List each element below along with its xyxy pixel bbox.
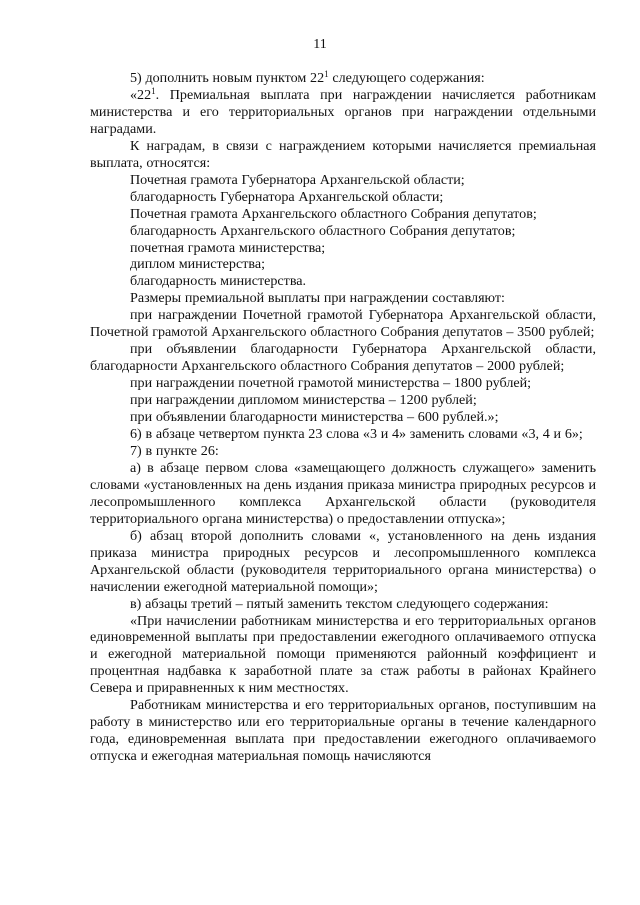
paragraph: «При начислении работникам министерства и его территориальных органов единовременной выплаты при предоставлении ежегодного оплачиваемого отпуска и ежегодной материальной помощи применяются районный коэффициент и процентная надбавка к заработной плате за стаж работы в районах Крайнего Севера и приравненных к ним местностях.: [90, 612, 596, 697]
subparagraph-v: в) абзацы третий – пятый заменить текстом следующего содержания:: [130, 595, 549, 612]
list-item-payment: при награждении дипломом министерства – 1200 рублей;: [130, 392, 477, 409]
page-number: 11: [313, 37, 327, 52]
document-body: [90, 70, 596, 765]
paragraph-item-6: 6) в абзаце четвертом пункта 23 слова «3 и 4» заменить словами «3, 4 и 6»;: [130, 426, 583, 443]
superscript: 1: [151, 85, 156, 96]
list-item-payment: при объявлении благодарности Губернатора Архангельской области, благодарности Архангельского областного Собрания депутатов – 2000 рублей;: [90, 341, 596, 375]
paragraph-item-7: 7) в пункте 26:: [130, 442, 219, 459]
list-item-payment: при награждении почетной грамотой министерства – 1800 рублей;: [130, 375, 532, 392]
list-item-award: диплом министерства;: [130, 256, 266, 273]
paragraph: Размеры премиальной выплаты при награждении составляют:: [130, 290, 505, 307]
list-item-payment: при объявлении благодарности министерства – 600 рублей.»;: [130, 409, 499, 426]
paragraph: Работникам министерства и его территориальных органов, поступившим на работу в министерство или его территориальные органы в течение календарного года, единовременная выплата при предоставлении ежегодного оплачиваемого отпуска и ежегодная материальная помощь начисляются: [90, 697, 596, 765]
paragraph: К наградам, в связи с награждением которыми начисляется премиальная выплата, относятся:: [90, 137, 596, 171]
list-item-award: благодарность министерства.: [130, 273, 307, 290]
paragraph-item-22-1: «$22^1$. Премиальная выплата при награждении начисляется работникам министерства и его территориальных органов при награждении отдельными наградами.: [90, 85, 596, 137]
subparagraph-b: б) абзац второй дополнить словами «, установленного на день издания приказа министра природных ресурсов и лесопромышленного комплекса Архангельской области (руководителя территориального органа министерства) о начислении ежегодной материальной помощи»;: [90, 527, 596, 595]
list-item-award: благодарность Архангельского областного Собрания депутатов;: [130, 222, 516, 239]
list-item-award: почетная грамота министерства;: [130, 239, 326, 256]
list-item-award: благодарность Губернатора Архангельской области;: [130, 188, 444, 205]
superscript: 1: [324, 69, 329, 79]
list-item-payment: при награждении Почетной грамотой Губернатора Архангельской области, Почетной грамотой Архангельского областного Собрания депутатов – 3500 рублей;: [90, 307, 596, 341]
paragraph-item-5: 5) дополнить новым пунктом $22^1$ следующего содержания:: [130, 69, 485, 86]
list-item-award: Почетная грамота Архангельского областного Собрания депутатов;: [130, 205, 537, 222]
subparagraph-a: а) в абзаце первом слова «замещающего должность служащего» заменить словами «установленных на день издания приказа министра природных ресурсов и лесопромышленного комплекса Архангельской области (руководителя территориального органа министерства) о предоставлении отпуска»;: [90, 459, 596, 527]
list-item-award: Почетная грамота Губернатора Архангельской области;: [130, 171, 465, 188]
